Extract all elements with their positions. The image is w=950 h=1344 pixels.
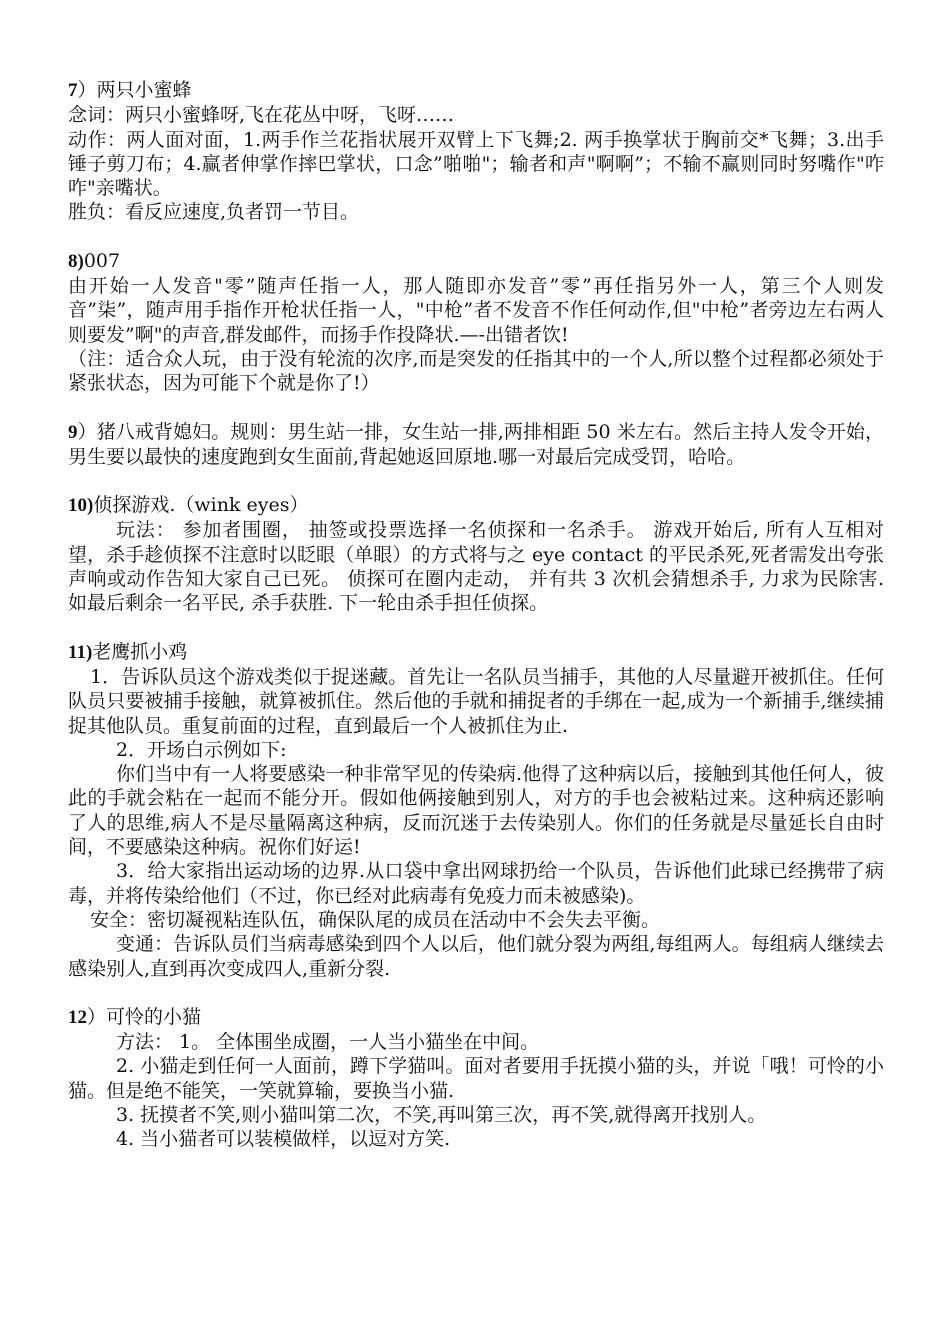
paragraph-gap xyxy=(68,469,884,493)
section-number: 11) xyxy=(68,641,93,663)
section-8-note: （注：适合众人玩，由于没有轮流的次序,而是突发的任指其中的一个人,所以整个过程都必须处于紧张状态，因为可能下个就是你了!） xyxy=(68,347,884,395)
section-11-step-3: 3．给大家指出运动场的边界.从口袋中拿出网球扔给一个队员，告诉他们此球已经携带了病毒，并将传染给他们（不过，你已经对此病毒有免疫力而未被感染)。 xyxy=(68,860,884,907)
section-number: 9 xyxy=(68,421,78,443)
section-12-step-2: 2. 小猫走到任何一人面前，蹲下学猫叫。面对者要用手抚摸小猫的头，并说「哦！可怜的小猫。但是绝不能笑，一笑就算输，要换当小猫. xyxy=(68,1055,884,1102)
section-7-line: 念词：两只小蜜蜂呀,飞在花丛中呀，飞呀…… xyxy=(68,104,455,127)
section-11-variation: 变通：告诉队员们当病毒感染到四个人以后，他们就分裂为两组,每组两人。每组病人继续去感染别人,直到再次变成四人,重新分裂. xyxy=(68,933,884,980)
section-11-step-1: 1．告诉队员这个游戏类似于捉迷藏。首先让一名队员当捕手，其他的人尽量避开被抓住。任何队员只要被捕手接触，就算被抓住。然后他的手就和捕捉者的手绑在一起,成为一个新捕手,继续捕捉其他队员。重复前面的过程，直到最后一个人被抓住为止. xyxy=(68,665,884,737)
section-12-step-4: 4. 当小猫者可以装模做样，以逗对方笑. xyxy=(116,1128,451,1151)
section-11-heading xyxy=(68,640,884,665)
section-8-line: 由开始一人发音"零”随声任指一人，那人随即亦发音”零”再任指另外一人，第三个人则发音”柒”，随声用手指作开枪状任指一人，"中枪”者不发音不作任何动作,但"中枪”者旁边左右两人则要发”啊"的声音,群发邮件，而扬手作投降状.—-出错者饮! xyxy=(68,275,884,346)
section-12-step-3: 3. 抚摸者不笑,则小猫叫第二次，不笑,再叫第三次，再不笑,就得离开找别人。 xyxy=(116,1103,767,1126)
section-11-safety: 安全：密切凝视粘连队伍，确保队尾的成员在活动中不会失去平衡。 xyxy=(90,908,661,931)
section-8-heading xyxy=(68,249,884,274)
section-7-heading xyxy=(68,78,884,103)
paragraph-gap xyxy=(68,981,884,1005)
paragraph-gap xyxy=(68,616,884,640)
section-title: 007 xyxy=(83,249,121,272)
section-11-example: 你们当中有一人将要感染一种非常罕见的传染病.他得了这种病以后，接触到其他任何人，彼此的手就会粘在一起而不能分开。假如他俩接触到别人，对方的手也会被粘过来。这种病还影响了人的思维,病人不是尽量隔离这种病，反而沉迷于去传染别人。你们的任务就是尽量延长自由时间，不要感染这种病。祝你们好运! xyxy=(68,763,884,859)
section-number: 8) xyxy=(68,250,84,272)
paragraph-gap xyxy=(68,225,884,249)
section-title: 老鹰抓小鸡 xyxy=(92,640,188,663)
section-number: 7 xyxy=(68,80,78,101)
section-number: 10) xyxy=(68,495,94,517)
section-9-paragraph xyxy=(68,420,884,470)
document-page xyxy=(68,78,884,1152)
section-12-method: 方法： 1。 全体围坐成圈，一人当小猫坐在中间。 xyxy=(116,1031,540,1054)
section-title: 侦探游戏.（wink eyes） xyxy=(93,494,309,517)
section-7-line: 动作：两人面对面，1.两手作兰花指状展开双臂上下飞舞;2. 两手换掌状于胸前交*飞舞；3.出手锤子剪刀布；4.赢者伸掌作摔巴掌状，口念”啪啪"；输者和声"啊啊”；不输不赢则同时努嘴作"咋咋"亲嘴状。 xyxy=(68,128,884,200)
section-title: ）两只小蜜蜂 xyxy=(77,79,192,101)
section-10-heading xyxy=(68,493,884,518)
section-text: ）猪八戒背媳妇。规则：男生站一排，女生站一排,两排相距 50 米左右。然后主持人发令开始，男生要以最快的速度跑到女生面前,背起她返回原地.哪一对最后完成受罚，哈哈。 xyxy=(68,420,884,468)
section-12-heading xyxy=(68,1005,884,1030)
section-10-paragraph: 玩法： 参加者围圈， 抽签或投票选择一名侦探和一名杀手。 游戏开始后, 所有人互相对望，杀手趁侦探不注意时以眨眼（单眼）的方式将与之 eye contact 的平民杀死,死者需发出夸张声响或动作告知大家自己已死。 侦探可在圈内走动， 并有共 3 次机会猜想杀手, 力求为民除害. 如最后剩余一名平民, 杀手获胜. 下一轮由杀手担任侦探。 xyxy=(68,519,884,615)
section-7-line: 胜负：看反应速度,负者罚一节目。 xyxy=(68,201,360,224)
paragraph-gap xyxy=(68,396,884,420)
section-title: ）可怜的小猫 xyxy=(87,1005,202,1028)
section-number: 12 xyxy=(68,1006,87,1028)
section-11-step-2: 2．开场白示例如下: xyxy=(116,738,287,761)
